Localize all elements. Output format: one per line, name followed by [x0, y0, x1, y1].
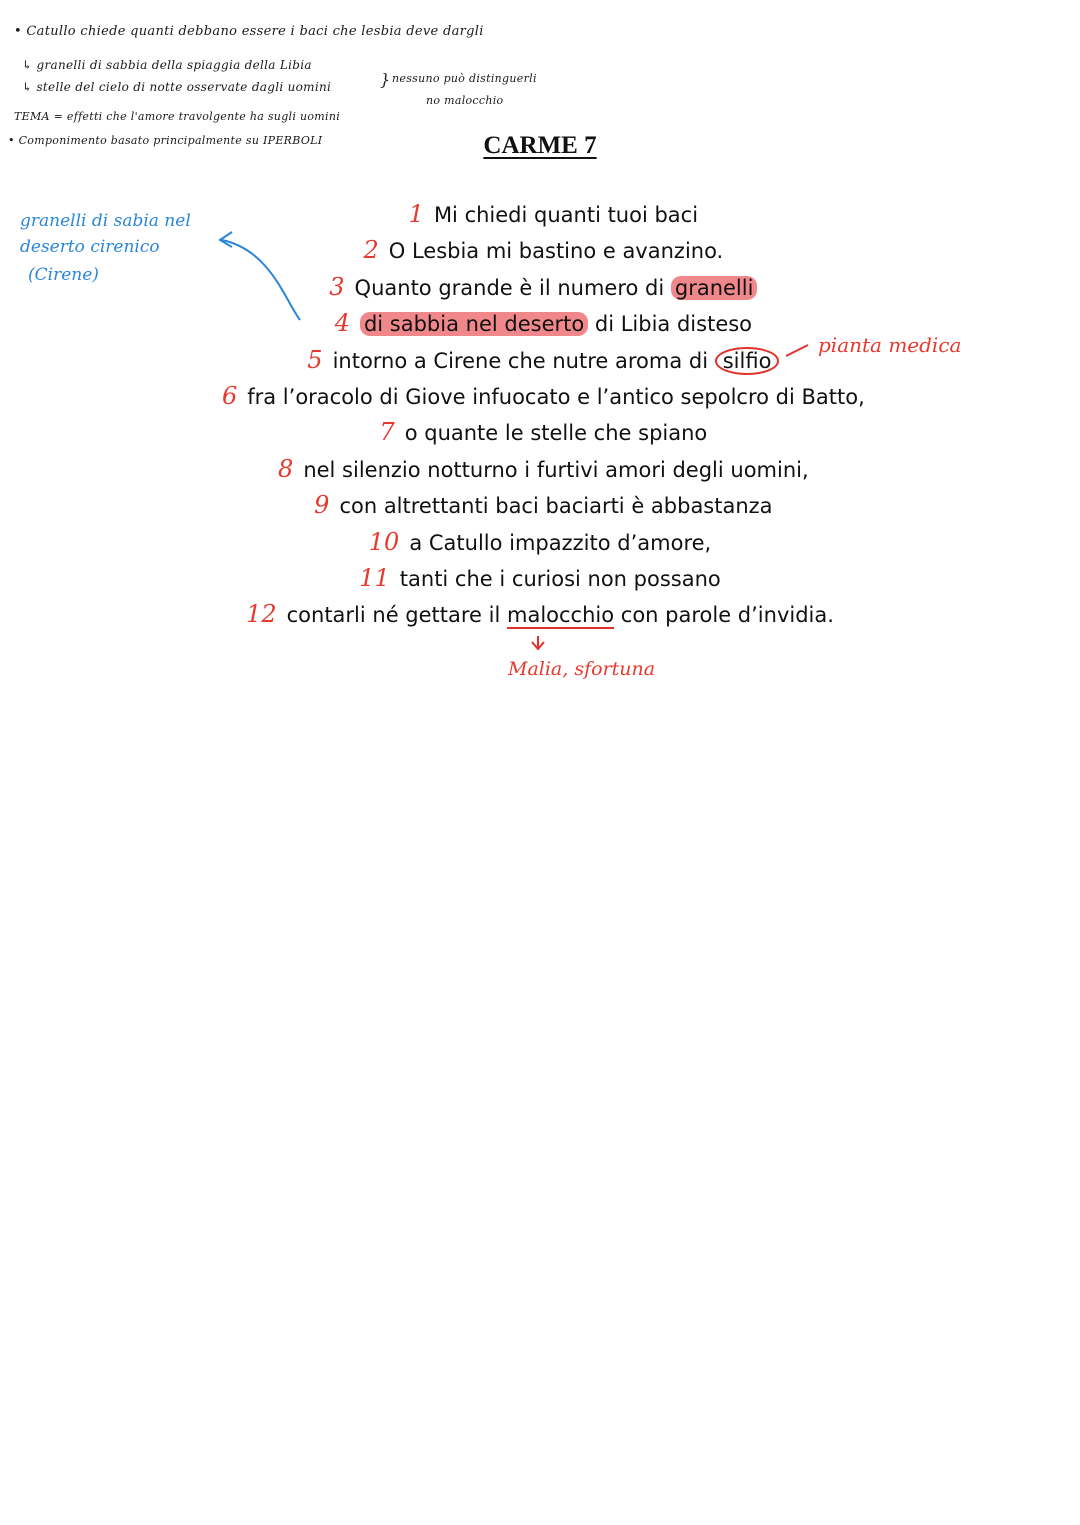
- blue-note-line3: (Cirene): [28, 265, 99, 285]
- line-number: 7: [379, 418, 395, 447]
- line-number: 2: [363, 236, 379, 265]
- line-number: 8: [278, 454, 294, 483]
- line-text: a Catullo impazzito d’amore,: [409, 530, 712, 555]
- line-text: Quanto grande è il numero di: [354, 275, 671, 300]
- page-title: CARME 7: [483, 132, 597, 159]
- line-number: 11: [359, 563, 390, 592]
- note-sand: ↳ granelli di sabbia della spiaggia della Libia: [22, 58, 312, 72]
- line-text: intorno a Cirene che nutre aroma di: [332, 348, 715, 373]
- blue-arrow-icon: [222, 240, 300, 320]
- highlight-sabbia: di sabbia nel deserto: [360, 312, 588, 336]
- line-text: tanti che i curiosi non possano: [399, 566, 721, 591]
- red-down-arrow-icon: [532, 636, 544, 649]
- line-text: nel silenzio notturno i furtivi amori degli uomini,: [303, 457, 809, 482]
- line-text: O Lesbia mi bastino e avanzino.: [388, 239, 724, 264]
- note-iperboli: • Componimento basato principalmente su IPERBOLI: [8, 134, 323, 147]
- note-question: • Catullo chiede quanti debbano essere i baci che lesbia deve dargli: [14, 24, 484, 39]
- line-number: 12: [246, 600, 277, 629]
- line-number: 4: [334, 309, 350, 338]
- red-connector-icon: [786, 345, 808, 356]
- note-malia-sfortuna: Malia, sfortuna: [508, 658, 656, 680]
- note-nobody: nessuno può distinguerli: [392, 72, 537, 85]
- underlined-malocchio: malocchio: [507, 603, 615, 628]
- blue-arrowhead-icon: [220, 232, 232, 247]
- circled-silfio: silfio: [715, 347, 780, 375]
- brace-icon: }: [380, 70, 391, 89]
- line-text: con parole d’invidia.: [614, 603, 834, 628]
- line-number: 6: [221, 381, 238, 410]
- blue-note-line1: granelli di sabia nel: [20, 211, 191, 231]
- line-text: o quante le stelle che spiano: [404, 421, 708, 446]
- note-stars: ↳ stelle del cielo di notte osservate dagli uomini: [22, 80, 332, 94]
- line-text: di Libia disteso: [588, 312, 753, 337]
- line-text: fra l’oracolo di Giove infuocato e l’antico sepolcro di Batto,: [247, 384, 865, 409]
- blue-note-line2: deserto cirenico: [20, 237, 160, 257]
- line-text: con altrettanti baci baciarti è abbastanza: [339, 494, 773, 519]
- line-text: contarli né gettare il: [286, 603, 507, 628]
- line-text: Mi chiedi quanti tuoi baci: [433, 203, 699, 227]
- line-number: 5: [307, 345, 323, 374]
- line-number: 9: [314, 491, 330, 520]
- note-pianta-medica: pianta medica: [818, 333, 962, 357]
- note-malocchio: no malocchio: [426, 94, 504, 107]
- line-number: 1: [408, 200, 424, 228]
- line-number: 10: [368, 527, 400, 556]
- line-number: 3: [329, 272, 345, 301]
- note-tema: TEMA = effetti che l'amore travolgente ha sugli uomini: [14, 110, 341, 123]
- highlight-granelli: granelli: [671, 276, 758, 300]
